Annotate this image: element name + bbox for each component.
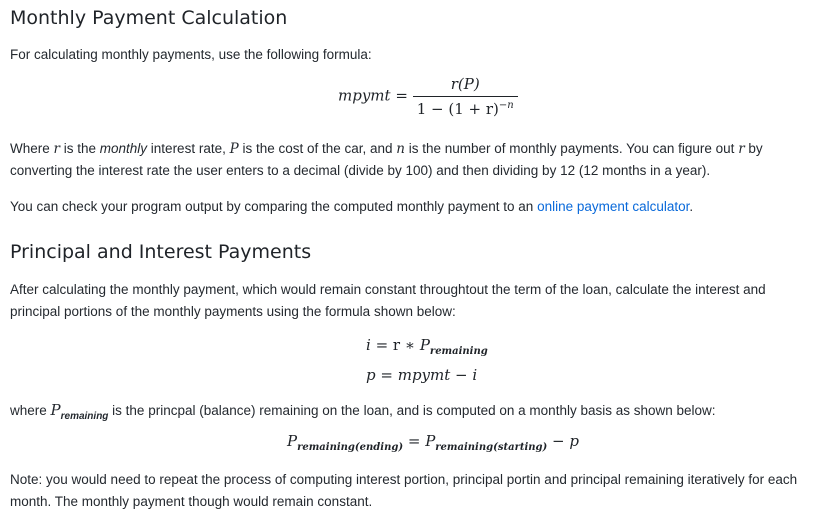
online-payment-calculator-link[interactable]: online payment calculator: [537, 199, 690, 214]
where-b: is the princpal (balance) remaining on the loan, and is computed on a monthly basis as shown below:: [108, 403, 716, 418]
formula-numerator: r(P): [413, 75, 518, 97]
principal-intro-text: After calculating the monthly payment, which would remain constant throughtout the term of the loan, calculate the interest and principal portions of the monthly payments using the formula shown below:: [10, 282, 766, 319]
where-text-6: by converting the interest rate the user enters to a decimal (divide by 100) and then dividing by 12 (12 months in a year).: [10, 141, 763, 178]
where-text-4: is the cost of the car, and: [238, 141, 397, 156]
formula-explanation-text: [10, 138, 810, 182]
eq1-mid: = r ∗: [370, 336, 420, 354]
check-text-end: .: [689, 199, 694, 214]
var-n: n: [396, 141, 405, 157]
where-text-2: is the: [59, 141, 100, 156]
where-text-5: is the number of monthly payments. You can figure out: [404, 141, 739, 156]
eq3-mid: =: [403, 432, 426, 450]
where-text-3: interest rate,: [147, 141, 230, 156]
eq2-lhs: p: [366, 366, 376, 384]
eq1-lhs: i: [366, 336, 371, 354]
remaining-balance-formula: [287, 432, 579, 453]
formula-denominator: [413, 97, 518, 118]
formula-lhs: mpymt: [338, 86, 391, 105]
check-output-text: [10, 196, 810, 218]
section-heading-principal-interest: Principal and Interest Payments: [10, 241, 312, 263]
remaining-explanation-text: [10, 399, 810, 428]
formula-equals: =: [395, 86, 408, 105]
emphasis-monthly: monthly: [99, 141, 148, 156]
section-heading-monthly-payment: Monthly Payment Calculation: [10, 7, 288, 29]
denominator-base: 1 − (1 + r): [416, 100, 499, 118]
eq3-sub2: remaining(starting): [435, 442, 548, 453]
note-text: Note: you would need to repeat the process of computing interest portion, principal portin and principal remaining iteratively for each month. The monthly payment though would remain constant.: [10, 472, 798, 509]
eq1-P: P: [419, 336, 430, 354]
eq3-end: − p: [547, 432, 579, 450]
eq2-rhs: = mpymt − i: [375, 366, 478, 384]
eq3-P2: P: [425, 432, 436, 450]
denominator-exponent: −n: [498, 100, 514, 111]
interest-formula: [366, 336, 488, 357]
eq3-P1: P: [287, 432, 298, 450]
eq3-sub1: remaining(ending): [297, 442, 404, 453]
eq1-subscript: remaining: [429, 346, 488, 357]
formula-intro-text: For calculating monthly payments, use the following formula:: [10, 47, 372, 62]
where-a: where: [10, 403, 51, 418]
where-text-1: Where: [10, 141, 54, 156]
monthly-payment-formula: [338, 75, 518, 118]
principal-formula: [366, 366, 477, 384]
check-text: You can check your program output by comparing the computed monthly payment to an: [10, 199, 538, 214]
var-r: r: [53, 141, 60, 157]
var-P: P: [229, 141, 239, 157]
where-subscript: remaining: [60, 411, 109, 422]
formula-fraction: [413, 75, 518, 118]
where-P: P: [50, 401, 61, 419]
var-r-2: r: [738, 141, 745, 157]
